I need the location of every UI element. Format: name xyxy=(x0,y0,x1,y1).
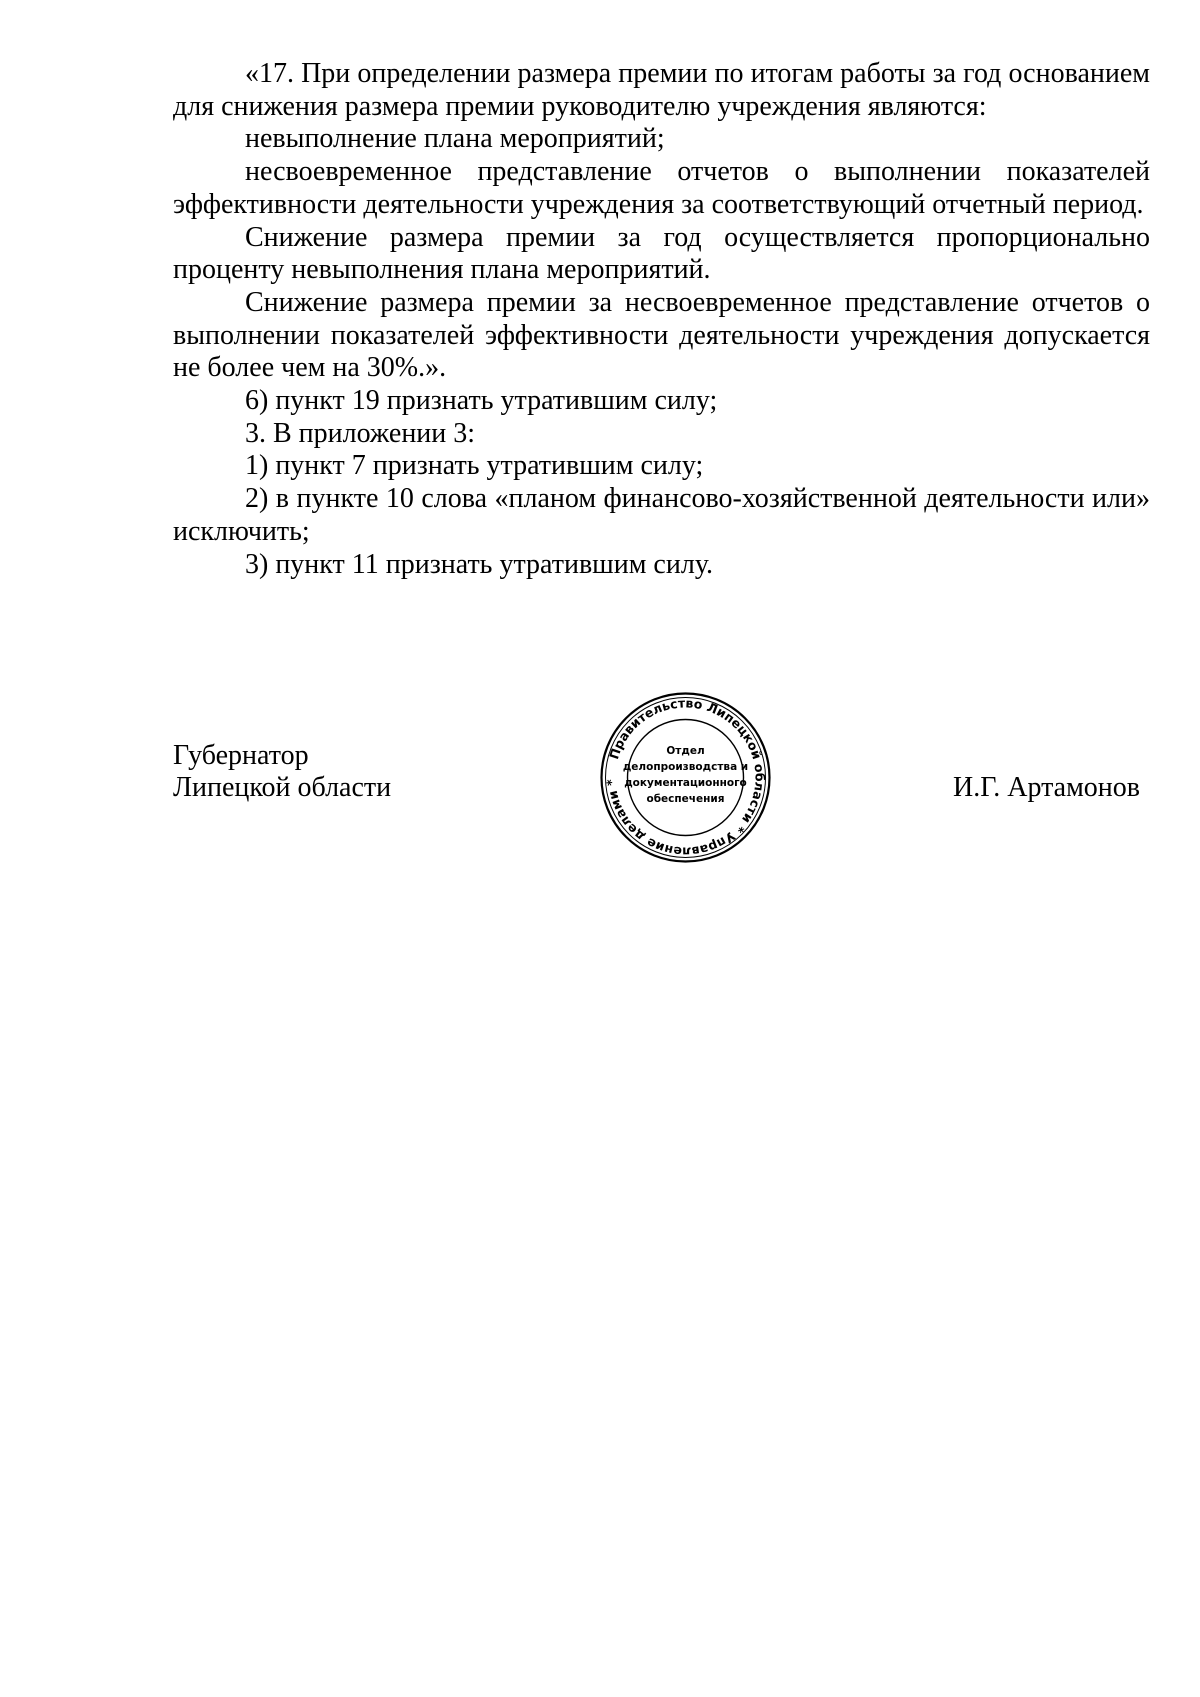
paragraph-plan-failure: невыполнение плана мероприятий; xyxy=(245,123,665,155)
paragraph-annual-reduction: Снижение размера премии за год осуществляется пропорционально проценту невыполнения плана мероприятий. xyxy=(173,221,1150,286)
stamp-inner-line-1: Отдел xyxy=(666,745,705,757)
paragraph-appendix-item-2: 2) в пункте 10 слова «планом финансово-хозяйственной деятельности или» исключить; xyxy=(173,483,1150,547)
signer-position xyxy=(173,740,391,804)
stamp-inner-line-4: обеспечения xyxy=(646,793,725,805)
paragraph-item-6: 6) пункт 19 признать утратившим силу; xyxy=(245,385,718,417)
stamp-outer-text: Правительство Липецкой области * Управление делами * xyxy=(603,695,768,860)
signer-position-line-2: Липецкой области xyxy=(173,772,392,803)
stamp-inner-line-3: документационного xyxy=(624,777,747,789)
official-stamp xyxy=(598,690,773,865)
stamp-inner-line-2: делопроизводства и xyxy=(622,761,749,773)
paragraph-late-reports: несвоевременное представление отчетов о выполнении показателей эффективности деятельности учреждения за соответствующий отчетный период. xyxy=(173,156,1150,220)
paragraph-item-17: «17. При определении размера премии по итогам работы за год основанием для снижения размера премии руководителю учреждения являются: xyxy=(173,58,1150,122)
signer-name: И.Г. Артамонов xyxy=(952,772,1140,803)
paragraph-appendix-item-3: 3) пункт 11 признать утратившим силу. xyxy=(245,548,714,580)
document-body xyxy=(173,58,1150,581)
stamp-icon xyxy=(598,690,773,865)
paragraph-appendix-item-1: 1) пункт 7 признать утратившим силу; xyxy=(245,450,704,482)
signer-position-line-1: Губернатор xyxy=(173,740,309,771)
paragraph-reduction-limit: Снижение размера премии за несвоевременное представление отчетов о выполнении показателей эффективности деятельности учреждения допускается не более чем на 30%.». xyxy=(173,286,1150,384)
paragraph-appendix-3: 3. В приложении 3: xyxy=(245,417,476,449)
